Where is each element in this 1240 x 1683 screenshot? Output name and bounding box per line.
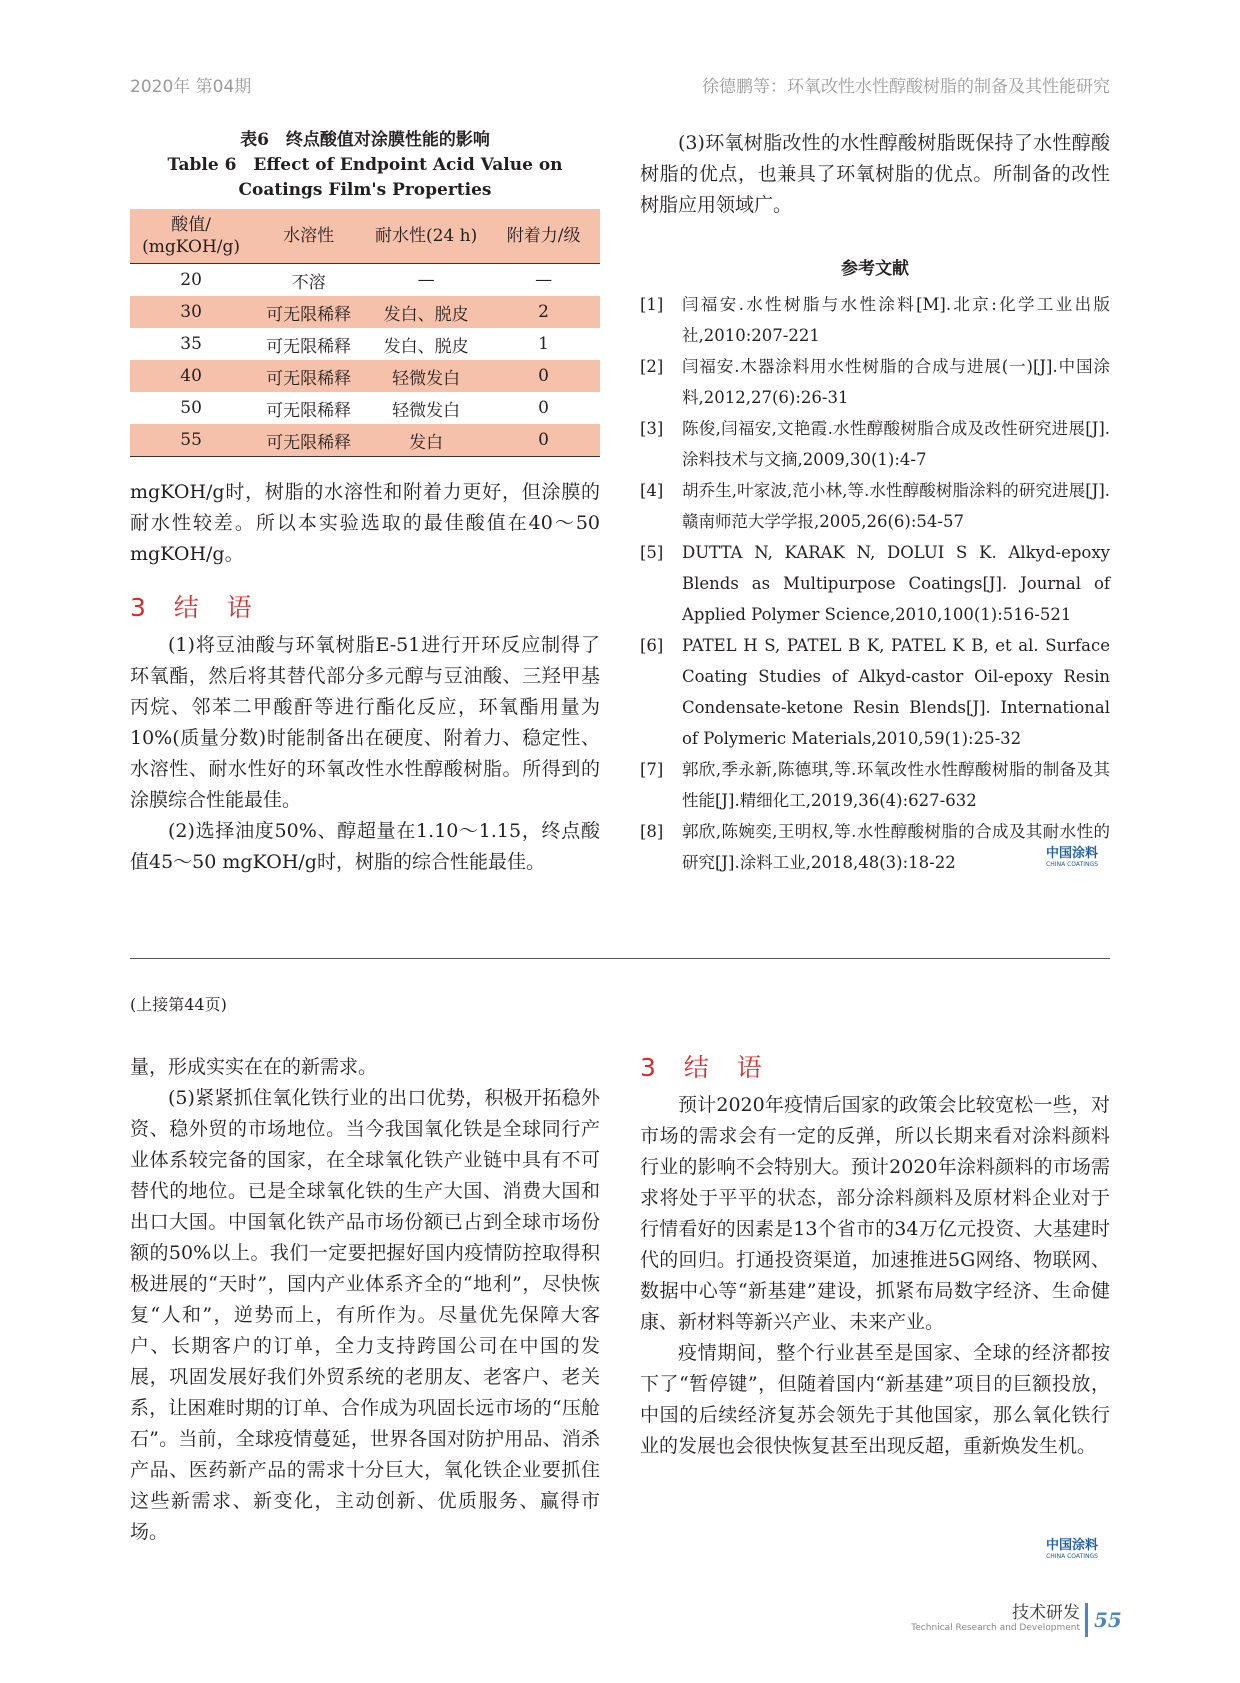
table-cell: 35	[180, 334, 202, 354]
reference-text: 胡乔生,叶家波,范小林,等.水性醇酸树脂涂料的研究进展[J].赣南师范大学学报,2005,26(6):54-57	[682, 481, 1110, 531]
section-divider	[130, 958, 1110, 959]
reference-text: 陈俊,闫福安,文艳霞.水性醇酸树脂合成及改性研究进展[J].涂料技术与文摘,2009,30(1):4-7	[682, 419, 1110, 469]
running-header-title: 徐德鹏等：环氧改性水性醇酸树脂的制备及其性能研究	[702, 77, 1110, 97]
table-cell: 30	[130, 296, 252, 328]
reference-number: [8]	[640, 822, 664, 841]
reference-text: 郭欣,陈婉奕,王明权,等.水性醇酸树脂的合成及其耐水性的研究[J].涂料工业,2018,48(3):18-22	[682, 822, 1110, 872]
reference-number: [1]	[640, 295, 664, 314]
table-cell: 55	[130, 424, 252, 457]
table-row	[130, 264, 600, 297]
table-row	[130, 392, 600, 424]
table-cell: 可无限稀释	[266, 336, 352, 357]
table-cell: 0	[487, 424, 600, 457]
table-cell: 0	[538, 398, 549, 418]
table-cell: 轻微发白	[365, 360, 487, 392]
reference-item	[640, 351, 1110, 413]
table-cell: 可无限稀释	[266, 400, 352, 421]
reference-text: 闫福安.木器涂料用水性树脂的合成与进展(一)[J].中国涂料,2012,27(6):26-31	[682, 357, 1110, 407]
table-caption-en: Table 6 Effect of Endpoint Acid Value on Coatings Film's Properties	[167, 155, 563, 200]
china-coatings-logo-upper: 中国涂料 CHINA COATINGS	[1046, 846, 1099, 868]
table-row	[130, 424, 600, 457]
section-title-conclusion: 3 结 语	[130, 593, 262, 622]
reference-text: 闫福安.水性树脂与水性涂料[M].北京:化学工业出版社,2010:207-221	[682, 295, 1110, 345]
col-header-acid-value: 酸值/ (mgKOH/g)	[130, 209, 252, 264]
references-title: 参考文献	[841, 259, 909, 279]
reference-number: [3]	[640, 419, 664, 438]
upper-right-column	[640, 128, 1110, 878]
table-cell: 50	[180, 398, 202, 418]
upper-left-column	[130, 128, 600, 878]
reference-text: DUTTA N, KARAK N, DOLUI S K. Alkyd-epoxy Blends as Multipurpose Coatings[J]. Journal of Applied Polymer Science,2010,100(1):516-521	[682, 543, 1110, 624]
reference-item	[640, 537, 1110, 630]
table-cell: —	[535, 270, 553, 290]
lower-left-paragraph-1: 量，形成实实在在的新需求。	[130, 1056, 378, 1078]
table-caption-cn: 表6 终点酸值对涂膜性能的影响	[240, 130, 490, 150]
page-number: 55	[1085, 1603, 1122, 1637]
col-header-water-resistance: 耐水性(24 h)	[365, 209, 487, 264]
paragraph-acid-value-conclusion: mgKOH/g时，树脂的水溶性和附着力更好，但涂膜的耐水性较差。所以本实验选取的最佳酸值在40～50 mgKOH/g。	[130, 481, 600, 565]
reference-number: [2]	[640, 357, 664, 376]
conclusion-item-1: (1)将豆油酸与环氧树脂E-51进行开环反应制得了环氧酯，然后将其替代部分多元醇与豆油酸、三羟甲基丙烷、邻苯二甲酸酐等进行酯化反应，环氧酯用量为10%(质量分数)时能制备出在硬度、附着力、稳定性、水溶性、耐水性好的环氧改性水性醇酸树脂。所得到的涂膜综合性能最佳。	[130, 634, 600, 811]
reference-item	[640, 754, 1110, 816]
lower-right-column	[640, 1046, 1110, 1462]
reference-number: [5]	[640, 543, 664, 562]
reference-text: PATEL H S, PATEL B K, PATEL K B, et al. Surface Coating Studies of Alkyd-castor Oil-epoxy Resin Condensate-ketone Resin Blends[J]. International of Polymeric Materials,2010,59(1):25-32	[682, 636, 1110, 748]
table-row	[130, 296, 600, 328]
table-cell: 发白	[365, 424, 487, 457]
china-coatings-logo-lower: 中国涂料 CHINA COATINGS	[1046, 1538, 1099, 1560]
table-cell: 20	[180, 270, 202, 290]
table-cell: 发白、脱皮	[365, 296, 487, 328]
continued-from-note: (上接第44页)	[130, 995, 227, 1014]
lower-right-paragraph-1: 预计2020年疫情后国家的政策会比较宽松一些，对市场的需求会有一定的反弹，所以长期来看对涂料颜料行业的影响不会特别大。预计2020年涂料颜料的市场需求将处于平平的状态，部分涂料颜料及原材料企业对于行情看好的因素是13个省市的34万亿元投资、大基建时代的回归。打通投资渠道，加速推进5G网络、物联网、数据中心等“新基建”建设，抓紧布局数字经济、生命健康、新材料等新兴产业、未来产业。	[640, 1094, 1110, 1333]
reference-number: [6]	[640, 636, 664, 655]
table-cell: 不溶	[291, 272, 326, 293]
reference-item	[640, 413, 1110, 475]
lower-left-paragraph-2: (5)紧紧抓住氧化铁行业的出口优势，积极开拓稳外资、稳外贸的市场地位。当今我国氧化铁是全球同行产业体系较完备的国家，在全球氧化铁产业链中具有不可替代的地位。已是全球氧化铁的生产大国、消费大国和出口大国。中国氧化铁产品市场份额已占到全球市场份额的50%以上。我们一定要把握好国内疫情防控取得积极进展的“天时”，国内产业体系齐全的“地利”，尽快恢复“人和”，逆势而上，有所作为。尽量优先保障大客户、长期客户的订单，全力支持跨国公司在中国的发展，巩固发展好我们外贸系统的老朋友、老客户、老关系，让困难时期的订单、合作成为巩固长远市场的“压舱石”。当前，全球疫情蔓延，世界各国对防护用品、消杀产品、医药新产品的需求十分巨大，氧化铁企业要抓住这些新需求、新变化，主动创新、优质服务、赢得市场。	[130, 1087, 600, 1543]
table-header-row	[130, 209, 600, 264]
footer-section-label: 技术研发 Technical Research and Development	[911, 1603, 1080, 1633]
table-cell: 发白、脱皮	[383, 336, 469, 357]
table-cell: 可无限稀释	[252, 296, 365, 328]
reference-item	[640, 630, 1110, 754]
conclusion-item-3: (3)环氧树脂改性的水性醇酸树脂既保持了水性醇酸树脂的优点，也兼具了环氧树脂的优点。所制备的改性树脂应用领域广。	[640, 132, 1110, 216]
table-cell: 2	[487, 296, 600, 328]
reference-item	[640, 289, 1110, 351]
table-cell: 轻微发白	[392, 400, 461, 421]
lower-left-column	[130, 1052, 600, 1548]
running-header-issue: 2020年 第04期	[130, 77, 252, 97]
col-header-adhesion: 附着力/级	[487, 209, 600, 264]
section-title-conclusion-lower: 3 结 语	[640, 1053, 772, 1082]
lower-right-paragraph-2: 疫情期间，整个行业甚至是国家、全球的经济都按下了“暂停键”，但随着国内“新基建”项目的巨额投放，中国的后续经济复苏会领先于其他国家，那么氧化铁行业的发展也会很快恢复甚至出现反超，重新焕发生机。	[640, 1342, 1110, 1457]
reference-item	[640, 816, 1110, 878]
reference-number: [4]	[640, 481, 664, 500]
reference-number: [7]	[640, 760, 664, 779]
table-row	[130, 360, 600, 392]
conclusion-item-2: (2)选择油度50%、醇超量在1.10～1.15，终点酸值45～50 mgKOH/g时，树脂的综合性能最佳。	[130, 820, 600, 873]
table-cell: 0	[487, 360, 600, 392]
col-header-water-solubility: 水溶性	[252, 209, 365, 264]
table-cell: 可无限稀释	[252, 424, 365, 457]
reference-item	[640, 475, 1110, 537]
reference-list	[640, 289, 1110, 878]
table-cell: —	[417, 270, 435, 290]
table-row	[130, 328, 600, 360]
table-cell: 可无限稀释	[252, 360, 365, 392]
reference-text: 郭欣,季永新,陈德琪,等.环氧改性水性醇酸树脂的制备及其性能[J].精细化工,2019,36(4):627-632	[682, 760, 1110, 810]
table-cell: 40	[130, 360, 252, 392]
table-cell: 1	[538, 334, 549, 354]
acid-value-table	[130, 209, 600, 457]
